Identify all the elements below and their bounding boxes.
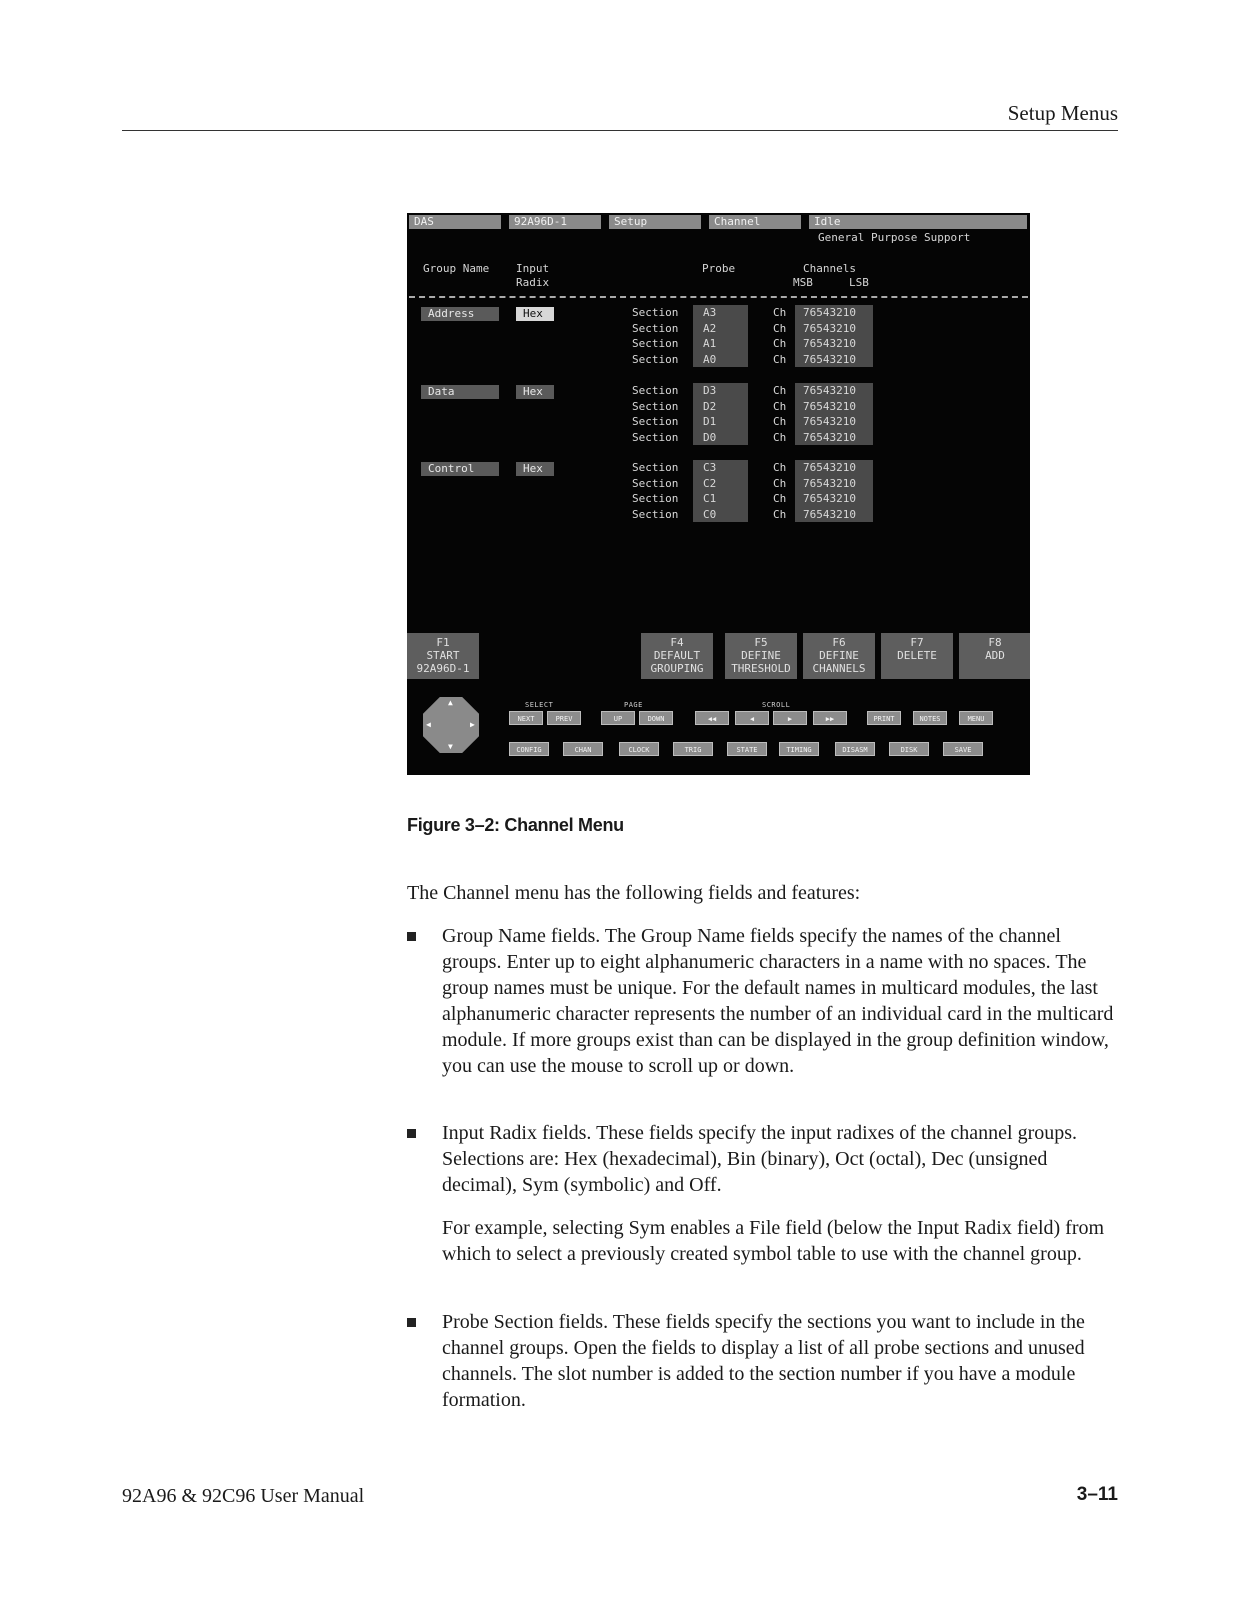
screen-button-clock[interactable]: CLOCK (619, 742, 659, 756)
channel-bits-field[interactable]: 76543210 (803, 461, 856, 474)
bullet-text: Input Radix fields. These fields specify the input radixes of the channel groups. Selections are: Hex (hexadecimal), Bin (binary), Oct (octal), Dec (unsigned decimal), Sym (symbolic) and Off. (442, 1122, 1078, 1196)
bullet-group-name (407, 923, 1118, 1079)
section-label: Section (632, 492, 679, 505)
col-input: Input (516, 262, 550, 275)
screen-button-0[interactable]: NEXT (509, 711, 543, 725)
channel-bits-field[interactable]: 76543210 (803, 476, 856, 490)
probe-section-field[interactable]: D1 (703, 415, 717, 428)
channel-bits-field[interactable]: 76543210 (803, 321, 856, 335)
fkey-line1: DEFAULT (653, 649, 701, 662)
screen-button-8[interactable]: PRINT (867, 711, 901, 725)
channel-bits-field[interactable]: 76543210 (803, 352, 856, 366)
ch-label: Ch (773, 492, 787, 505)
col-group-name: Group Name (423, 262, 490, 275)
function-key-f1[interactable] (407, 633, 479, 679)
section-label: Section (632, 476, 679, 490)
ch-label: Ch (773, 399, 787, 413)
channel-bits-field[interactable]: 76543210 (803, 507, 856, 521)
screen-button-chan[interactable]: CHAN (563, 742, 603, 756)
channel-bits-field[interactable]: 76543210 (803, 415, 856, 428)
fkey-line1: DEFINE (819, 649, 859, 662)
screen-button-5[interactable]: ◀ (735, 711, 769, 725)
ch-label: Ch (773, 415, 787, 428)
fkey-line2: 92A96D-1 (416, 662, 470, 675)
screen-button-9[interactable]: NOTES (913, 711, 947, 725)
right-arrow-icon: ▶ (470, 720, 475, 729)
screen-button-3[interactable]: DOWN (639, 711, 673, 725)
probe-section-block (693, 305, 748, 367)
section-label: Section (632, 430, 679, 444)
down-arrow-icon: ▼ (448, 742, 453, 751)
col-msb: MSB (793, 276, 813, 289)
screen-button-1[interactable]: PREV (547, 711, 581, 725)
channel-bits-field[interactable]: 76543210 (803, 399, 856, 413)
screen-button-config[interactable]: CONFIG (509, 742, 549, 756)
fkey-number: F7 (910, 636, 924, 649)
bullet-square-icon (407, 1129, 416, 1138)
footer-manual-title: 92A96 & 92C96 User Manual (122, 1485, 365, 1507)
screen-button-4[interactable]: ◀◀ (695, 711, 729, 725)
screen-button-2[interactable]: UP (601, 711, 635, 725)
section-label: Section (632, 384, 679, 397)
page-label: PAGE (624, 701, 643, 709)
function-key-f6[interactable] (803, 633, 875, 679)
probe-section-field[interactable]: A2 (703, 321, 717, 335)
ch-label: Ch (773, 507, 787, 521)
bullet-probe-section (407, 1309, 1118, 1413)
page-header: Setup Menus (122, 101, 1118, 131)
probe-section-field[interactable]: D2 (703, 399, 717, 413)
col-channels: Channels (803, 262, 856, 275)
probe-section-field[interactable]: C2 (703, 476, 717, 490)
fkey-line1: DEFINE (741, 649, 781, 662)
fkey-line1: START (426, 649, 460, 662)
select-label: SELECT (525, 701, 554, 709)
fkey-number: F5 (754, 636, 768, 649)
fkey-line2: GROUPING (650, 662, 704, 675)
probe-section-field[interactable]: C3 (703, 461, 717, 474)
intro-paragraph: The Channel menu has the following fields and features: (407, 882, 861, 904)
status-system: DAS (409, 215, 501, 229)
function-key-f5[interactable] (725, 633, 797, 679)
channel-bits-field[interactable]: 76543210 (803, 492, 856, 505)
footer-page-number: 3–11 (1076, 1484, 1118, 1505)
status-mode: Setup (609, 215, 701, 229)
left-arrow-icon: ◀ (426, 720, 431, 729)
section-label: Section (632, 415, 679, 428)
ch-label: Ch (773, 430, 787, 444)
fkey-line2: CHANNELS (812, 662, 866, 675)
screen-button-disk[interactable]: DISK (889, 742, 929, 756)
bullet-input-radix (407, 1120, 1118, 1267)
up-arrow-icon: ▲ (448, 698, 453, 707)
group-name-field[interactable]: Address (421, 307, 499, 321)
input-radix-field[interactable]: Hex (516, 307, 554, 321)
ch-label: Ch (773, 461, 787, 474)
section-label: Section (632, 306, 679, 319)
group-name-field[interactable]: Control (421, 462, 499, 476)
screen-button-state[interactable]: STATE (727, 742, 767, 756)
probe-section-block (693, 460, 748, 522)
probe-section-field[interactable]: D3 (703, 384, 717, 397)
input-radix-field[interactable]: Hex (516, 462, 554, 476)
ch-label: Ch (773, 321, 787, 335)
probe-section-field[interactable]: D0 (703, 430, 717, 444)
bullet-text: Group Name fields. The Group Name fields specify the names of the channel groups. Enter up to eight alphanumeric characters in a name with no spaces. The group names must be unique. For the default names in multicard modules, the last alphanumeric character represents the number of an individual card in the multicard module. If more groups exist than can be displayed in the group definition window, you can use the mouse to scroll up or down. (442, 925, 1114, 1077)
channel-menu-screenshot (407, 213, 1030, 775)
col-lsb: LSB (849, 276, 869, 289)
col-probe: Probe (702, 262, 736, 275)
header-divider (409, 296, 1028, 298)
ch-label: Ch (773, 352, 787, 366)
screen-button-timing[interactable]: TIMING (779, 742, 819, 756)
status-module: 92A96D-1 (509, 215, 601, 229)
section-label: Section (632, 461, 679, 474)
group-name-field[interactable]: Data (421, 385, 499, 399)
probe-section-field[interactable]: C0 (703, 507, 717, 521)
probe-section-field[interactable]: A3 (703, 306, 717, 319)
ch-label: Ch (773, 476, 787, 490)
function-key-f4[interactable] (641, 633, 713, 679)
fkey-number: F8 (988, 636, 1002, 649)
status-support: General Purpose Support (818, 231, 971, 244)
status-state: Idle (809, 215, 1027, 229)
channel-bits-field[interactable]: 76543210 (803, 384, 856, 397)
function-key-f7[interactable] (881, 633, 953, 679)
fkey-number: F4 (670, 636, 684, 649)
probe-section-block (693, 383, 748, 445)
col-radix: Radix (516, 276, 550, 289)
channel-bits-field[interactable]: 76543210 (803, 306, 856, 319)
bullet-text: Probe Section fields. These fields specify the sections you want to include in the channel groups. Open the fields to display a list of all probe sections and unused channels. The slot number is added to the section number if you have a module formation. (442, 1311, 1085, 1411)
channel-bits-field[interactable]: 76543210 (803, 337, 856, 350)
section-label: Section (632, 337, 679, 350)
section-label: Section (632, 321, 679, 335)
bullet-extra-text: For example, selecting Sym enables a File field (below the Input Radix field) from which to select a previously created symbol table to use with the channel group. (442, 1217, 1105, 1265)
ch-label: Ch (773, 306, 787, 319)
screen-button-6[interactable]: ▶ (773, 711, 807, 725)
probe-section-field[interactable]: A0 (703, 352, 717, 366)
ch-label: Ch (773, 384, 787, 397)
fkey-number: F1 (436, 636, 450, 649)
bullet-square-icon (407, 932, 416, 941)
scroll-label: SCROLL (762, 701, 791, 709)
figure-caption: Figure 3–2: Channel Menu (407, 815, 624, 835)
bullet-square-icon (407, 1318, 416, 1327)
section-label: Section (632, 399, 679, 413)
section-label: Section (632, 507, 679, 521)
input-radix-field[interactable]: Hex (516, 385, 554, 399)
screen-button-disasm[interactable]: DISASM (835, 742, 875, 756)
fkey-line2: THRESHOLD (731, 662, 791, 675)
probe-section-field[interactable]: C1 (703, 492, 717, 505)
fkey-number: F6 (832, 636, 846, 649)
ch-label: Ch (773, 337, 787, 350)
status-menu: Channel (709, 215, 801, 229)
probe-section-field[interactable]: A1 (703, 337, 717, 350)
screen-button-10[interactable]: MENU (959, 711, 993, 725)
screen-button-7[interactable]: ▶▶ (813, 711, 847, 725)
screen-button-trig[interactable]: TRIG (673, 742, 713, 756)
fkey-line1: DELETE (897, 649, 937, 662)
fkey-line1: ADD (985, 649, 1005, 662)
channel-bits-field[interactable]: 76543210 (803, 430, 856, 444)
function-key-f8[interactable] (959, 633, 1030, 679)
section-label: Section (632, 352, 679, 366)
screen-button-save[interactable]: SAVE (943, 742, 983, 756)
